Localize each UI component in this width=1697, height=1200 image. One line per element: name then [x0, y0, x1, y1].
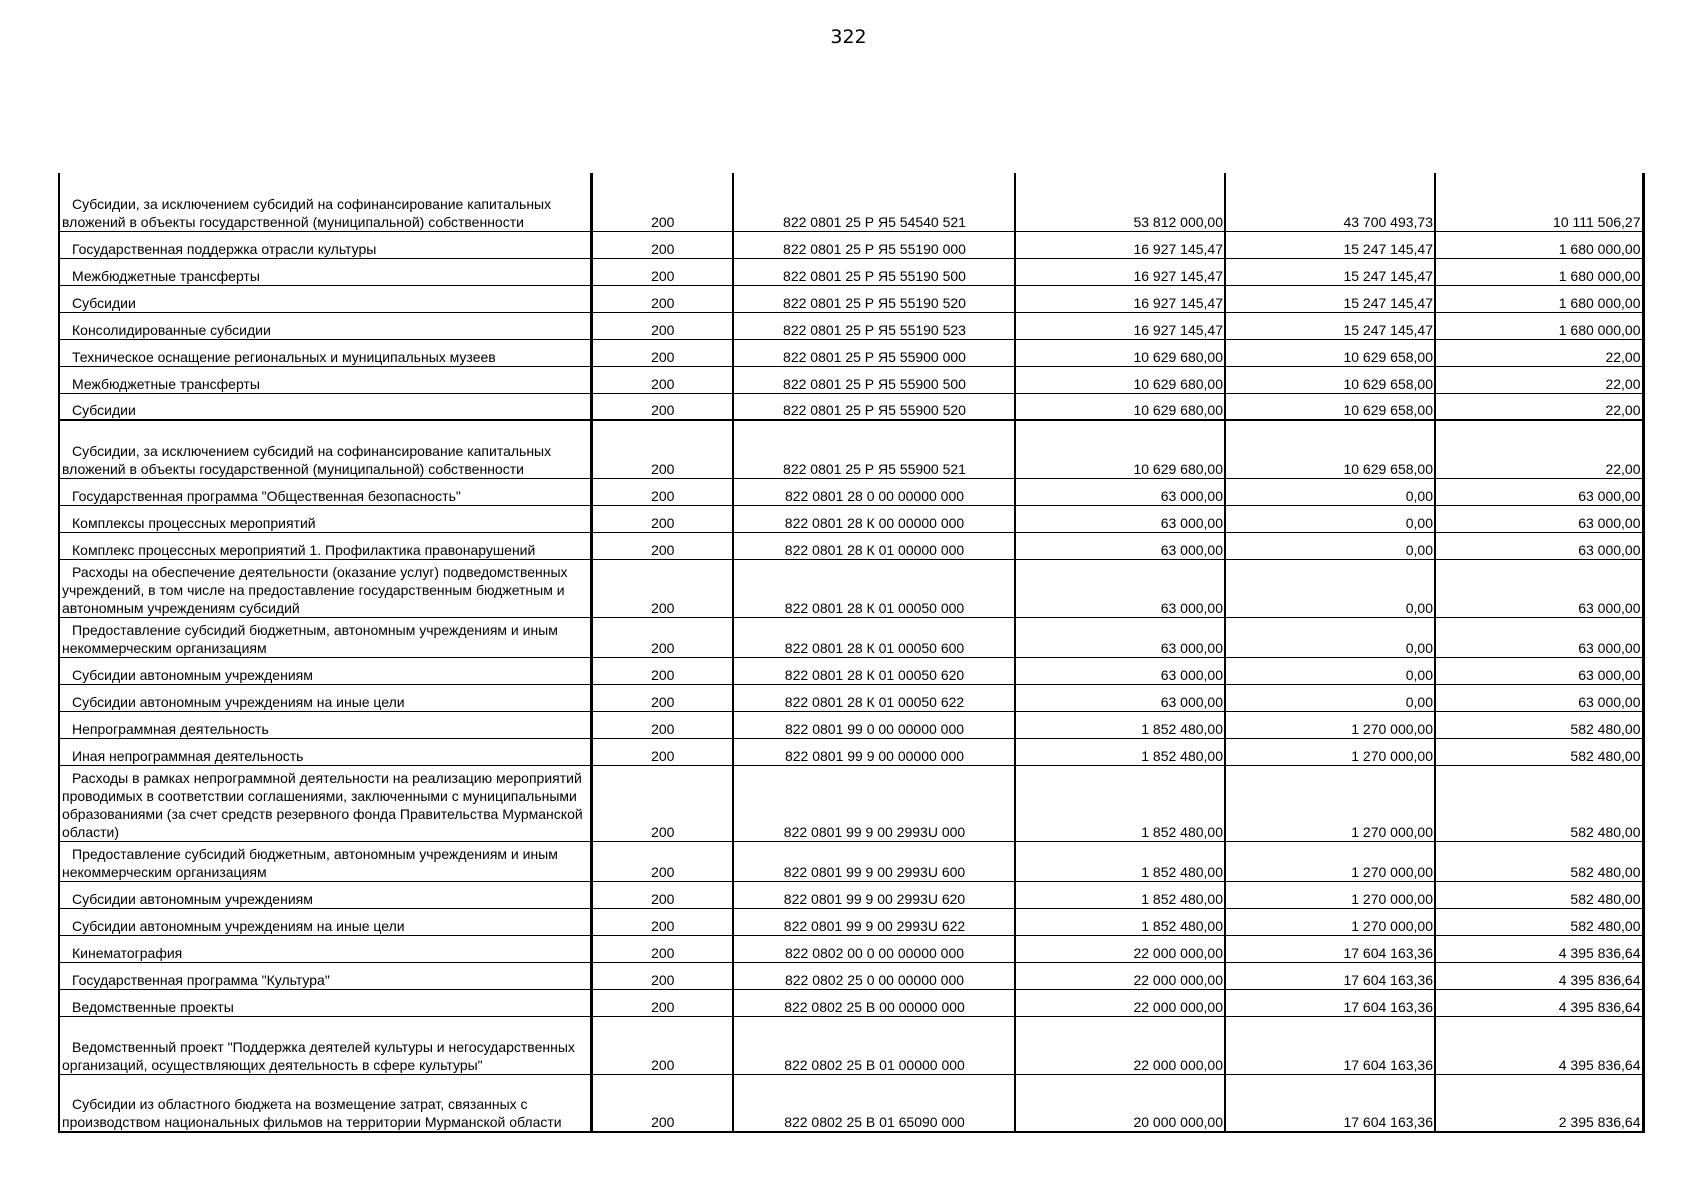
row-remainder-amount: 2 395 836,64 [1435, 1074, 1643, 1132]
row-approved-amount: 63 000,00 [1015, 505, 1225, 532]
row-name: Консолидированные субсидии [59, 312, 591, 339]
row-name: Межбюджетные трансферты [59, 366, 591, 393]
row-code: 200 [591, 711, 733, 738]
row-approved-amount: 16 927 145,47 [1015, 285, 1225, 312]
row-name: Субсидии, за исключением субсидий на софинансирование капитальных вложений в объекты государственной (муниципальной) собственности [59, 420, 591, 478]
row-approved-amount: 1 852 480,00 [1015, 841, 1225, 881]
row-remainder-amount: 1 680 000,00 [1435, 258, 1643, 285]
row-code: 200 [591, 285, 733, 312]
row-name: Субсидии, за исключением субсидий на софинансирование капитальных вложений в объекты государственной (муниципальной) собственности [59, 173, 591, 231]
table-row [59, 478, 1643, 505]
row-approved-amount: 1 852 480,00 [1015, 881, 1225, 908]
row-classification: 822 0802 25 В 01 00000 000 [733, 1016, 1015, 1074]
table-row [59, 935, 1643, 962]
row-remainder-amount: 1 680 000,00 [1435, 312, 1643, 339]
row-approved-amount: 16 927 145,47 [1015, 231, 1225, 258]
row-remainder-amount: 582 480,00 [1435, 711, 1643, 738]
row-remainder-amount: 4 395 836,64 [1435, 935, 1643, 962]
row-code: 200 [591, 366, 733, 393]
row-remainder-amount: 63 000,00 [1435, 684, 1643, 711]
row-approved-amount: 63 000,00 [1015, 559, 1225, 617]
budget-table-body [59, 173, 1643, 1132]
row-remainder-amount: 22,00 [1435, 339, 1643, 366]
row-executed-amount: 1 270 000,00 [1225, 765, 1435, 841]
row-code: 200 [591, 258, 733, 285]
row-classification: 822 0801 25 Р Я5 55900 521 [733, 420, 1015, 478]
row-executed-amount: 43 700 493,73 [1225, 173, 1435, 231]
row-remainder-amount: 582 480,00 [1435, 765, 1643, 841]
row-remainder-amount: 4 395 836,64 [1435, 962, 1643, 989]
row-remainder-amount: 22,00 [1435, 366, 1643, 393]
row-code: 200 [591, 173, 733, 231]
table-row [59, 617, 1643, 657]
row-approved-amount: 10 629 680,00 [1015, 339, 1225, 366]
row-executed-amount: 10 629 658,00 [1225, 393, 1435, 420]
row-executed-amount: 0,00 [1225, 684, 1435, 711]
row-approved-amount: 22 000 000,00 [1015, 1016, 1225, 1074]
row-executed-amount: 0,00 [1225, 532, 1435, 559]
row-name: Комплексы процессных мероприятий [59, 505, 591, 532]
row-classification: 822 0801 25 Р Я5 55900 000 [733, 339, 1015, 366]
table-row [59, 420, 1643, 478]
row-classification: 822 0801 25 Р Я5 55900 500 [733, 366, 1015, 393]
table-row [59, 339, 1643, 366]
row-approved-amount: 63 000,00 [1015, 657, 1225, 684]
row-remainder-amount: 582 480,00 [1435, 738, 1643, 765]
row-name: Расходы в рамках непрограммной деятельности на реализацию мероприятий проводимых в соответствии соглашениями, заключенными с муниципальными образованиями (за счет средств резервного фонда Правительства Мурманской области) [59, 765, 591, 841]
table-row [59, 684, 1643, 711]
row-name: Межбюджетные трансферты [59, 258, 591, 285]
row-code: 200 [591, 532, 733, 559]
table-row [59, 908, 1643, 935]
table-row [59, 657, 1643, 684]
row-remainder-amount: 22,00 [1435, 393, 1643, 420]
row-remainder-amount: 10 111 506,27 [1435, 173, 1643, 231]
row-approved-amount: 63 000,00 [1015, 478, 1225, 505]
table-row [59, 738, 1643, 765]
row-classification: 822 0802 25 В 01 65090 000 [733, 1074, 1015, 1132]
row-approved-amount: 63 000,00 [1015, 532, 1225, 559]
table-row [59, 711, 1643, 738]
row-remainder-amount: 63 000,00 [1435, 617, 1643, 657]
table-row [59, 393, 1643, 420]
row-executed-amount: 17 604 163,36 [1225, 989, 1435, 1016]
row-name: Субсидии автономным учреждениям на иные цели [59, 684, 591, 711]
row-name: Субсидии из областного бюджета на возмещение затрат, связанных с производством национальных фильмов на территории Мурманской области [59, 1074, 591, 1132]
table-row [59, 841, 1643, 881]
row-remainder-amount: 582 480,00 [1435, 881, 1643, 908]
row-name: Ведомственные проекты [59, 989, 591, 1016]
row-classification: 822 0802 00 0 00 00000 000 [733, 935, 1015, 962]
row-remainder-amount: 4 395 836,64 [1435, 989, 1643, 1016]
row-executed-amount: 17 604 163,36 [1225, 1074, 1435, 1132]
row-classification: 822 0801 28 К 01 00050 622 [733, 684, 1015, 711]
row-code: 200 [591, 478, 733, 505]
row-approved-amount: 16 927 145,47 [1015, 258, 1225, 285]
table-row [59, 312, 1643, 339]
row-name: Комплекс процессных мероприятий 1. Профилактика правонарушений [59, 532, 591, 559]
row-code: 200 [591, 1016, 733, 1074]
row-classification: 822 0801 28 0 00 00000 000 [733, 478, 1015, 505]
row-executed-amount: 10 629 658,00 [1225, 339, 1435, 366]
row-code: 200 [591, 908, 733, 935]
row-executed-amount: 1 270 000,00 [1225, 738, 1435, 765]
row-name: Предоставление субсидий бюджетным, автономным учреждениям и иным некоммерческим организациям [59, 617, 591, 657]
row-classification: 822 0801 99 9 00 2993U 620 [733, 881, 1015, 908]
row-code: 200 [591, 559, 733, 617]
row-approved-amount: 63 000,00 [1015, 684, 1225, 711]
row-classification: 822 0801 25 Р Я5 55190 520 [733, 285, 1015, 312]
row-executed-amount: 15 247 145,47 [1225, 312, 1435, 339]
row-code: 200 [591, 617, 733, 657]
row-name: Расходы на обеспечение деятельности (оказание услуг) подведомственных учреждений, в том числе на предоставление государственным бюджетным и автономным учреждениям субсидий [59, 559, 591, 617]
row-code: 200 [591, 231, 733, 258]
row-name: Субсидии [59, 393, 591, 420]
row-classification: 822 0801 99 0 00 00000 000 [733, 711, 1015, 738]
row-approved-amount: 16 927 145,47 [1015, 312, 1225, 339]
row-approved-amount: 53 812 000,00 [1015, 173, 1225, 231]
row-remainder-amount: 582 480,00 [1435, 908, 1643, 935]
row-code: 200 [591, 935, 733, 962]
row-code: 200 [591, 657, 733, 684]
row-approved-amount: 22 000 000,00 [1015, 935, 1225, 962]
row-classification: 822 0801 28 К 00 00000 000 [733, 505, 1015, 532]
row-classification: 822 0801 99 9 00 2993U 600 [733, 841, 1015, 881]
row-remainder-amount: 1 680 000,00 [1435, 285, 1643, 312]
row-executed-amount: 0,00 [1225, 559, 1435, 617]
row-approved-amount: 10 629 680,00 [1015, 420, 1225, 478]
row-executed-amount: 1 270 000,00 [1225, 908, 1435, 935]
row-approved-amount: 1 852 480,00 [1015, 711, 1225, 738]
table-row [59, 765, 1643, 841]
table-row [59, 1016, 1643, 1074]
row-executed-amount: 0,00 [1225, 478, 1435, 505]
row-remainder-amount: 582 480,00 [1435, 841, 1643, 881]
table-row [59, 881, 1643, 908]
row-executed-amount: 1 270 000,00 [1225, 881, 1435, 908]
table-row [59, 258, 1643, 285]
row-approved-amount: 1 852 480,00 [1015, 738, 1225, 765]
row-name: Государственная программа "Общественная безопасность" [59, 478, 591, 505]
row-code: 200 [591, 841, 733, 881]
row-name: Непрограммная деятельность [59, 711, 591, 738]
row-executed-amount: 0,00 [1225, 505, 1435, 532]
row-executed-amount: 15 247 145,47 [1225, 231, 1435, 258]
table-row [59, 962, 1643, 989]
row-name: Техническое оснащение региональных и муниципальных музеев [59, 339, 591, 366]
table-row [59, 532, 1643, 559]
row-approved-amount: 1 852 480,00 [1015, 908, 1225, 935]
row-code: 200 [591, 505, 733, 532]
row-executed-amount: 17 604 163,36 [1225, 962, 1435, 989]
row-executed-amount: 1 270 000,00 [1225, 841, 1435, 881]
row-name: Государственная программа "Культура" [59, 962, 591, 989]
row-classification: 822 0801 99 9 00 2993U 622 [733, 908, 1015, 935]
row-name: Предоставление субсидий бюджетным, автономным учреждениям и иным некоммерческим организациям [59, 841, 591, 881]
table-row [59, 505, 1643, 532]
row-executed-amount: 15 247 145,47 [1225, 258, 1435, 285]
row-code: 200 [591, 684, 733, 711]
row-executed-amount: 15 247 145,47 [1225, 285, 1435, 312]
row-classification: 822 0801 99 9 00 00000 000 [733, 738, 1015, 765]
row-name: Субсидии [59, 285, 591, 312]
row-code: 200 [591, 393, 733, 420]
row-classification: 822 0801 25 Р Я5 54540 521 [733, 173, 1015, 231]
row-name: Ведомственный проект "Поддержка деятелей культуры и негосударственных организаций, осуществляющих деятельность в сфере культуры" [59, 1016, 591, 1074]
row-name: Иная непрограммная деятельность [59, 738, 591, 765]
table-row [59, 285, 1643, 312]
table-row [59, 1074, 1643, 1132]
row-code: 200 [591, 989, 733, 1016]
row-remainder-amount: 4 395 836,64 [1435, 1016, 1643, 1074]
row-classification: 822 0801 25 Р Я5 55190 500 [733, 258, 1015, 285]
budget-table [58, 173, 1645, 1133]
row-code: 200 [591, 765, 733, 841]
row-remainder-amount: 63 000,00 [1435, 505, 1643, 532]
row-classification: 822 0801 28 К 01 00050 600 [733, 617, 1015, 657]
row-remainder-amount: 63 000,00 [1435, 532, 1643, 559]
row-name: Государственная поддержка отрасли культуры [59, 231, 591, 258]
row-classification: 822 0801 25 Р Я5 55900 520 [733, 393, 1015, 420]
row-executed-amount: 17 604 163,36 [1225, 1016, 1435, 1074]
table-row [59, 989, 1643, 1016]
row-approved-amount: 63 000,00 [1015, 617, 1225, 657]
row-code: 200 [591, 312, 733, 339]
row-code: 200 [591, 738, 733, 765]
row-executed-amount: 1 270 000,00 [1225, 711, 1435, 738]
row-code: 200 [591, 339, 733, 366]
row-classification: 822 0801 25 Р Я5 55190 523 [733, 312, 1015, 339]
row-name: Субсидии автономным учреждениям [59, 881, 591, 908]
row-executed-amount: 0,00 [1225, 657, 1435, 684]
row-executed-amount: 17 604 163,36 [1225, 935, 1435, 962]
table-row [59, 559, 1643, 617]
row-code: 200 [591, 1074, 733, 1132]
row-classification: 822 0801 28 К 01 00000 000 [733, 532, 1015, 559]
row-code: 200 [591, 420, 733, 478]
row-code: 200 [591, 962, 733, 989]
row-classification: 822 0802 25 В 00 00000 000 [733, 989, 1015, 1016]
row-executed-amount: 10 629 658,00 [1225, 366, 1435, 393]
row-remainder-amount: 63 000,00 [1435, 559, 1643, 617]
row-remainder-amount: 63 000,00 [1435, 657, 1643, 684]
row-code: 200 [591, 881, 733, 908]
row-approved-amount: 10 629 680,00 [1015, 366, 1225, 393]
row-remainder-amount: 22,00 [1435, 420, 1643, 478]
row-executed-amount: 0,00 [1225, 617, 1435, 657]
table-row [59, 366, 1643, 393]
row-name: Субсидии автономным учреждениям [59, 657, 591, 684]
row-approved-amount: 10 629 680,00 [1015, 393, 1225, 420]
row-executed-amount: 10 629 658,00 [1225, 420, 1435, 478]
row-classification: 822 0801 28 К 01 00050 000 [733, 559, 1015, 617]
page-number: 322 [830, 26, 867, 48]
row-remainder-amount: 1 680 000,00 [1435, 231, 1643, 258]
row-name: Кинематография [59, 935, 591, 962]
row-classification: 822 0801 25 Р Я5 55190 000 [733, 231, 1015, 258]
row-approved-amount: 22 000 000,00 [1015, 989, 1225, 1016]
row-approved-amount: 1 852 480,00 [1015, 765, 1225, 841]
row-approved-amount: 20 000 000,00 [1015, 1074, 1225, 1132]
table-row [59, 173, 1643, 231]
row-classification: 822 0802 25 0 00 00000 000 [733, 962, 1015, 989]
row-name: Субсидии автономным учреждениям на иные цели [59, 908, 591, 935]
row-remainder-amount: 63 000,00 [1435, 478, 1643, 505]
row-classification: 822 0801 28 К 01 00050 620 [733, 657, 1015, 684]
row-approved-amount: 22 000 000,00 [1015, 962, 1225, 989]
table-row [59, 231, 1643, 258]
row-classification: 822 0801 99 9 00 2993U 000 [733, 765, 1015, 841]
